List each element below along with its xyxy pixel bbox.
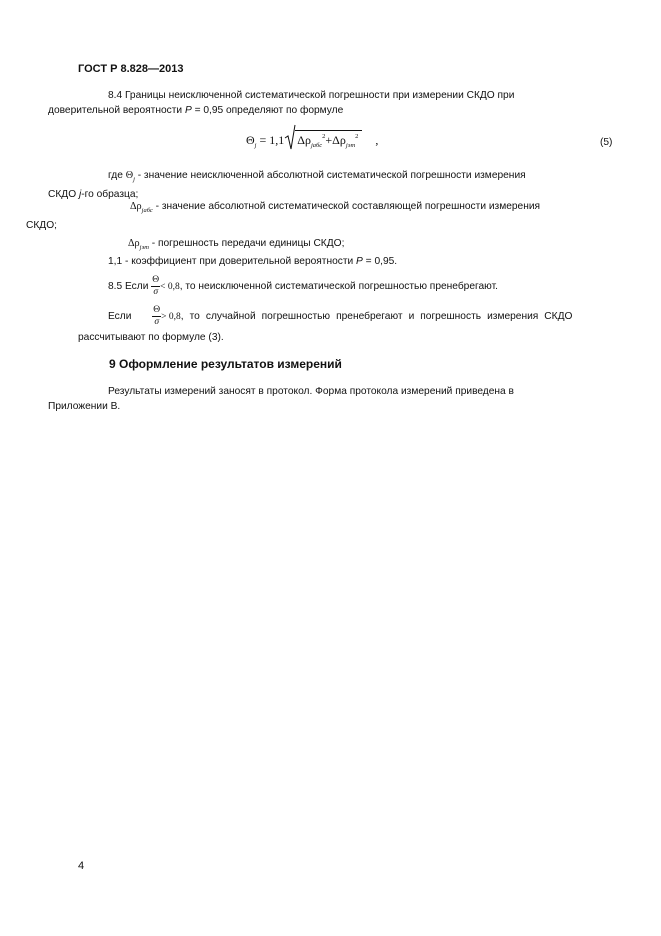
paragraph-8-4-line1: 8.4 Границы неисключенной систематической погрешности при измерении СКДО при — [108, 90, 515, 101]
symbol-j: j — [78, 189, 82, 200]
definition-theta-prefix: где — [108, 170, 126, 181]
fraction-theta-sigma-2: $\frac{\Theta}{\sigma}$ — [153, 304, 161, 327]
formula-delta2: Δρ — [332, 133, 346, 147]
fraction-theta-sigma: $\frac{\Theta}{\sigma}$ — [152, 274, 160, 297]
page-number: 4 — [78, 860, 85, 872]
section-9-line2: Приложении В. — [48, 401, 121, 412]
paragraph-8-5-second-suffix: , то случайной погрешностью пренебрегают и погрешность измерения СКДО — [180, 311, 573, 322]
definition-theta — [48, 168, 614, 202]
definition-abs-line2: СКДО; — [26, 220, 57, 231]
paragraph-8-5-suffix: , то неисключенной систематической погрешностью пренебрегают. — [179, 281, 498, 292]
formula-5 — [246, 130, 378, 149]
formula-plus: + — [325, 133, 333, 147]
definition-et-text: - погрешность передачи единицы СКДО; — [148, 238, 345, 249]
section-9-paragraph — [48, 384, 614, 414]
formula-delta1-sub: jабс — [310, 142, 323, 149]
definition-et-symbol: Δρ — [128, 238, 140, 249]
paragraph-8-4-line2-prefix: доверительной вероятности — [48, 105, 185, 116]
definition-coefficient — [108, 256, 397, 267]
sqrt-symbol — [284, 130, 362, 149]
document-code: ГОСТ Р 8.828—2013 — [78, 63, 184, 75]
definition-et — [128, 238, 344, 251]
symbol-p: P — [184, 105, 192, 116]
formula-delta1: Δρ — [297, 133, 311, 147]
definition-abs-sub: jабс — [141, 207, 153, 214]
definition-abs — [26, 199, 614, 233]
condition-less: < 0,8 — [160, 282, 180, 292]
coefficient-p: P — [356, 256, 363, 267]
paragraph-8-5-second-line2: рассчитывают по формуле (3). — [78, 332, 224, 343]
formula-sq1: 2 — [322, 133, 326, 140]
definition-theta-sub: j — [133, 176, 135, 183]
definition-theta-line2-suffix: -го образца; — [81, 189, 139, 200]
formula-comma: , — [375, 133, 379, 147]
definition-theta-line2-prefix: СКДО — [48, 189, 79, 200]
formula-sq2: 2 — [355, 133, 359, 140]
definition-abs-text: - значение абсолютной систематической составляющей погрешности измерения — [152, 201, 541, 212]
second-if: Если — [108, 311, 132, 322]
equation-number: (5) — [600, 137, 613, 148]
paragraph-8-5-prefix: 8.5 Если — [108, 281, 152, 292]
formula-theta-sub: j — [254, 142, 257, 149]
section-9-heading: 9 Оформление результатов измерений — [109, 357, 342, 371]
definition-theta-symbol: Θ — [125, 170, 134, 181]
formula-coef: = 1,1 — [256, 133, 285, 147]
definition-abs-symbol: Δρ — [130, 201, 142, 212]
paragraph-8-4-line2-suffix: = 0,95 определяют по формуле — [191, 105, 344, 116]
condition-greater: > 0,8 — [161, 312, 181, 322]
paragraph-8-5 — [108, 272, 498, 302]
definition-theta-text: - значение неисключенной абсолютной систематической погрешности измерения — [134, 170, 526, 181]
paragraph-8-5-second — [108, 302, 614, 332]
section-9-line1: Результаты измерений заносят в протокол. Форма протокола измерений приведена в — [108, 386, 514, 397]
definition-et-sub: jэт — [139, 244, 149, 251]
formula-delta2-sub: jэт — [345, 142, 356, 149]
coefficient-prefix: 1,1 - коэффициент при доверительной вероятности — [108, 256, 357, 267]
formula-theta: Θ — [246, 133, 255, 147]
paragraph-8-4 — [48, 88, 614, 118]
coefficient-suffix: = 0,95. — [362, 256, 398, 267]
